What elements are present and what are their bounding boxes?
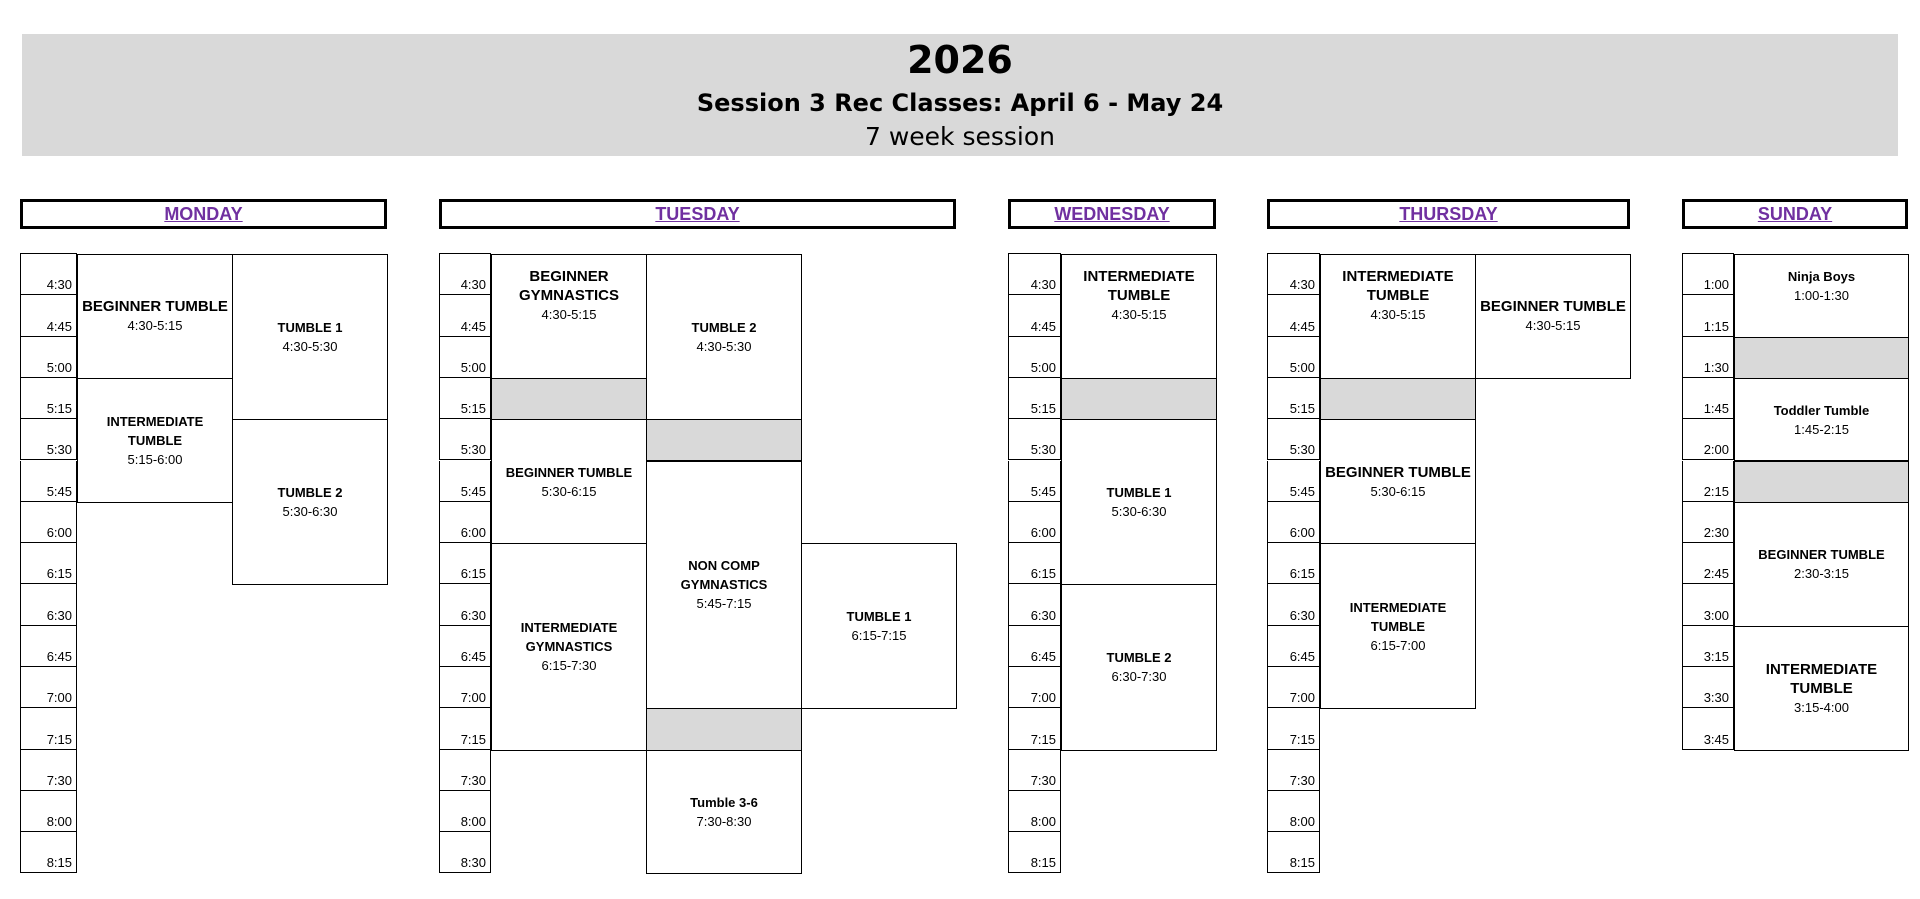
time-slot-label: 8:00 — [20, 791, 77, 832]
break-slot — [491, 378, 647, 420]
class-block — [1320, 543, 1476, 709]
time-slot-label: 6:15 — [20, 543, 77, 584]
class-block — [77, 254, 233, 379]
time-slot-label: 6:30 — [20, 584, 77, 625]
time-slot-label: 6:15 — [1008, 543, 1061, 584]
class-block — [491, 419, 647, 544]
time-slot-label: 7:15 — [439, 708, 491, 749]
class-time: 3:15-4:00 — [1794, 699, 1849, 715]
class-name: TUMBLE 2 — [277, 485, 343, 501]
time-slot-label: 8:15 — [1008, 832, 1061, 873]
time-slot-label: 6:45 — [439, 626, 491, 667]
time-slot-label: 6:00 — [1267, 502, 1320, 543]
time-slot-label: 7:15 — [1267, 708, 1320, 749]
time-slot-label: 8:30 — [439, 832, 491, 873]
class-block — [646, 461, 802, 710]
time-slot-label: 4:30 — [1267, 253, 1320, 295]
time-slot-label: 4:30 — [20, 253, 77, 295]
class-name: TUMBLE 1 — [1106, 485, 1172, 501]
class-block — [1734, 254, 1909, 338]
class-time: 5:30-6:30 — [1111, 504, 1167, 520]
class-block — [1061, 584, 1217, 750]
time-slot-label: 5:30 — [1267, 419, 1320, 460]
time-slot-label: 4:45 — [439, 295, 491, 336]
class-time: 4:30-5:15 — [541, 307, 597, 322]
time-slot-label: 6:45 — [1267, 626, 1320, 667]
time-slot-label: 5:30 — [20, 419, 77, 460]
time-slot-label: 5:00 — [1267, 337, 1320, 378]
class-block — [1475, 254, 1631, 379]
class-name: INTERMEDIATE TUMBLE — [1349, 599, 1447, 634]
time-slot-label: 4:45 — [1008, 295, 1061, 336]
time-slot-label: 3:30 — [1682, 667, 1734, 708]
class-block — [1734, 626, 1909, 751]
session-title: Session 3 Rec Classes: April 6 - May 24 — [696, 89, 1224, 117]
day-name: THURSDAY — [1399, 203, 1498, 224]
class-time: 1:00-1:30 — [1794, 288, 1849, 303]
schedule-year: 2026 — [907, 38, 1013, 82]
time-slot-label: 8:15 — [20, 832, 77, 873]
time-slot-label: 5:45 — [439, 461, 491, 502]
time-slot-label: 7:15 — [20, 708, 77, 749]
class-block — [232, 419, 388, 585]
class-block — [646, 750, 802, 875]
break-slot — [1734, 337, 1909, 379]
class-block — [491, 254, 647, 379]
class-time: 4:30-5:15 — [1370, 307, 1426, 322]
time-slot-label: 4:30 — [439, 253, 491, 295]
class-name: Ninja Boys — [1787, 269, 1856, 284]
class-block — [646, 254, 802, 420]
day-name: MONDAY — [164, 203, 243, 224]
time-slot-label: 3:00 — [1682, 584, 1734, 625]
class-time: 6:15-7:00 — [1370, 637, 1426, 653]
time-slot-label: 4:45 — [1267, 295, 1320, 336]
time-slot-label: 2:15 — [1682, 461, 1734, 502]
time-slot-label: 5:30 — [1008, 419, 1061, 460]
class-time: 6:30-7:30 — [1111, 669, 1167, 685]
time-slot-label: 5:45 — [1267, 461, 1320, 502]
time-slot-label: 7:30 — [1008, 750, 1061, 791]
time-slot-label: 6:30 — [1267, 584, 1320, 625]
break-slot — [1061, 378, 1217, 420]
time-slot-label: 6:00 — [20, 502, 77, 543]
class-name: INTERMEDIATE TUMBLE — [1083, 268, 1195, 304]
time-slot-label: 7:15 — [1008, 708, 1061, 749]
time-slot-label: 6:15 — [439, 543, 491, 584]
time-slot-label: 4:45 — [20, 295, 77, 336]
class-time: 4:30-5:15 — [1111, 307, 1167, 322]
class-name: INTERMEDIATE TUMBLE — [1765, 660, 1878, 697]
class-name: TUMBLE 2 — [691, 320, 757, 336]
time-slot-label: 6:45 — [1008, 626, 1061, 667]
class-name: TUMBLE 1 — [846, 609, 912, 625]
time-slot-label: 2:00 — [1682, 419, 1734, 460]
break-slot — [1320, 378, 1476, 420]
time-slot-label: 6:30 — [439, 584, 491, 625]
class-time: 5:15-6:00 — [127, 451, 183, 467]
time-slot-label: 5:45 — [20, 461, 77, 502]
class-time: 4:30-5:15 — [127, 318, 183, 334]
class-time: 5:30-6:30 — [282, 504, 338, 520]
time-slot-label: 5:45 — [1008, 461, 1061, 502]
class-time: 7:30-8:30 — [696, 814, 752, 830]
class-name: NON COMP GYMNASTICS — [680, 558, 768, 593]
class-time: 6:15-7:30 — [541, 658, 597, 674]
time-slot-label: 5:00 — [20, 337, 77, 378]
time-slot-label: 7:00 — [1008, 667, 1061, 708]
class-time: 2:30-3:15 — [1794, 566, 1849, 582]
day-header-tuesday — [439, 199, 956, 229]
time-slot-label: 8:00 — [1008, 791, 1061, 832]
class-name: BEGINNER TUMBLE — [1480, 298, 1626, 316]
class-block — [77, 378, 233, 503]
time-slot-label: 5:15 — [20, 378, 77, 419]
class-name: BEGINNER TUMBLE — [1758, 547, 1885, 563]
time-slot-label: 1:15 — [1682, 295, 1734, 336]
class-time: 1:45-2:15 — [1794, 421, 1849, 437]
day-header-thursday — [1267, 199, 1630, 229]
class-block — [491, 543, 647, 751]
class-time: 4:30-5:15 — [1525, 318, 1581, 334]
time-slot-label: 6:15 — [1267, 543, 1320, 584]
break-slot — [646, 708, 802, 750]
time-slot-label: 1:30 — [1682, 337, 1734, 378]
class-name: Toddler Tumble — [1773, 402, 1870, 418]
time-slot-label: 5:15 — [1008, 378, 1061, 419]
time-slot-label: 4:30 — [1008, 253, 1061, 295]
class-name: BEGINNER TUMBLE — [82, 298, 228, 316]
time-slot-label: 2:30 — [1682, 502, 1734, 543]
time-slot-label: 1:00 — [1682, 253, 1734, 295]
class-block — [801, 543, 957, 709]
day-name: TUESDAY — [655, 203, 740, 224]
time-slot-label: 5:00 — [439, 337, 491, 378]
time-slot-label: 7:00 — [20, 667, 77, 708]
class-block — [232, 254, 388, 420]
time-slot-label: 6:00 — [1008, 502, 1061, 543]
class-name: INTERMEDIATE TUMBLE — [106, 413, 204, 448]
class-name: BEGINNER TUMBLE — [505, 464, 633, 480]
class-block — [1320, 419, 1476, 544]
time-slot-label: 7:30 — [1267, 750, 1320, 791]
class-name: TUMBLE 1 — [277, 320, 343, 336]
class-block — [1320, 254, 1476, 379]
class-name: INTERMEDIATE TUMBLE — [1342, 268, 1454, 304]
time-slot-label: 5:15 — [439, 378, 491, 419]
class-name: BEGINNER GYMNASTICS — [518, 268, 619, 304]
time-slot-label: 8:15 — [1267, 832, 1320, 873]
class-time: 5:45-7:15 — [696, 596, 752, 612]
class-time: 5:30-6:15 — [541, 483, 597, 499]
break-slot — [646, 419, 802, 461]
time-slot-label: 5:15 — [1267, 378, 1320, 419]
time-slot-label: 6:00 — [439, 502, 491, 543]
class-name: Tumble 3-6 — [690, 795, 758, 811]
class-name: BEGINNER TUMBLE — [1325, 463, 1471, 481]
time-slot-label: 8:00 — [1267, 791, 1320, 832]
title-banner — [22, 34, 1898, 156]
class-name: TUMBLE 2 — [1106, 650, 1172, 666]
day-name: WEDNESDAY — [1054, 203, 1170, 224]
time-slot-label: 6:30 — [1008, 584, 1061, 625]
class-block — [1734, 378, 1909, 462]
time-slot-label: 8:00 — [439, 791, 491, 832]
class-time: 4:30-5:30 — [282, 339, 338, 355]
time-slot-label: 6:45 — [20, 626, 77, 667]
time-slot-label: 5:30 — [439, 419, 491, 460]
class-time: 4:30-5:30 — [696, 339, 752, 355]
class-block — [1061, 254, 1217, 379]
break-slot — [1734, 461, 1909, 503]
class-time: 5:30-6:15 — [1370, 483, 1426, 499]
class-block — [1734, 502, 1909, 627]
day-header-wednesday — [1008, 199, 1216, 229]
time-slot-label: 7:00 — [1267, 667, 1320, 708]
time-slot-label: 3:15 — [1682, 626, 1734, 667]
day-name: SUNDAY — [1757, 203, 1833, 224]
class-block — [1061, 419, 1217, 585]
time-slot-label: 2:45 — [1682, 543, 1734, 584]
time-slot-label: 3:45 — [1682, 708, 1734, 749]
class-name: INTERMEDIATE GYMNASTICS — [520, 620, 618, 655]
time-slot-label: 7:30 — [439, 750, 491, 791]
time-slot-label: 1:45 — [1682, 378, 1734, 419]
time-slot-label: 7:30 — [20, 750, 77, 791]
session-length: 7 week session — [864, 122, 1056, 151]
day-header-sunday — [1682, 199, 1908, 229]
time-slot-label: 7:00 — [439, 667, 491, 708]
time-slot-label: 5:00 — [1008, 337, 1061, 378]
class-time: 6:15-7:15 — [851, 628, 907, 644]
day-header-monday — [20, 199, 387, 229]
